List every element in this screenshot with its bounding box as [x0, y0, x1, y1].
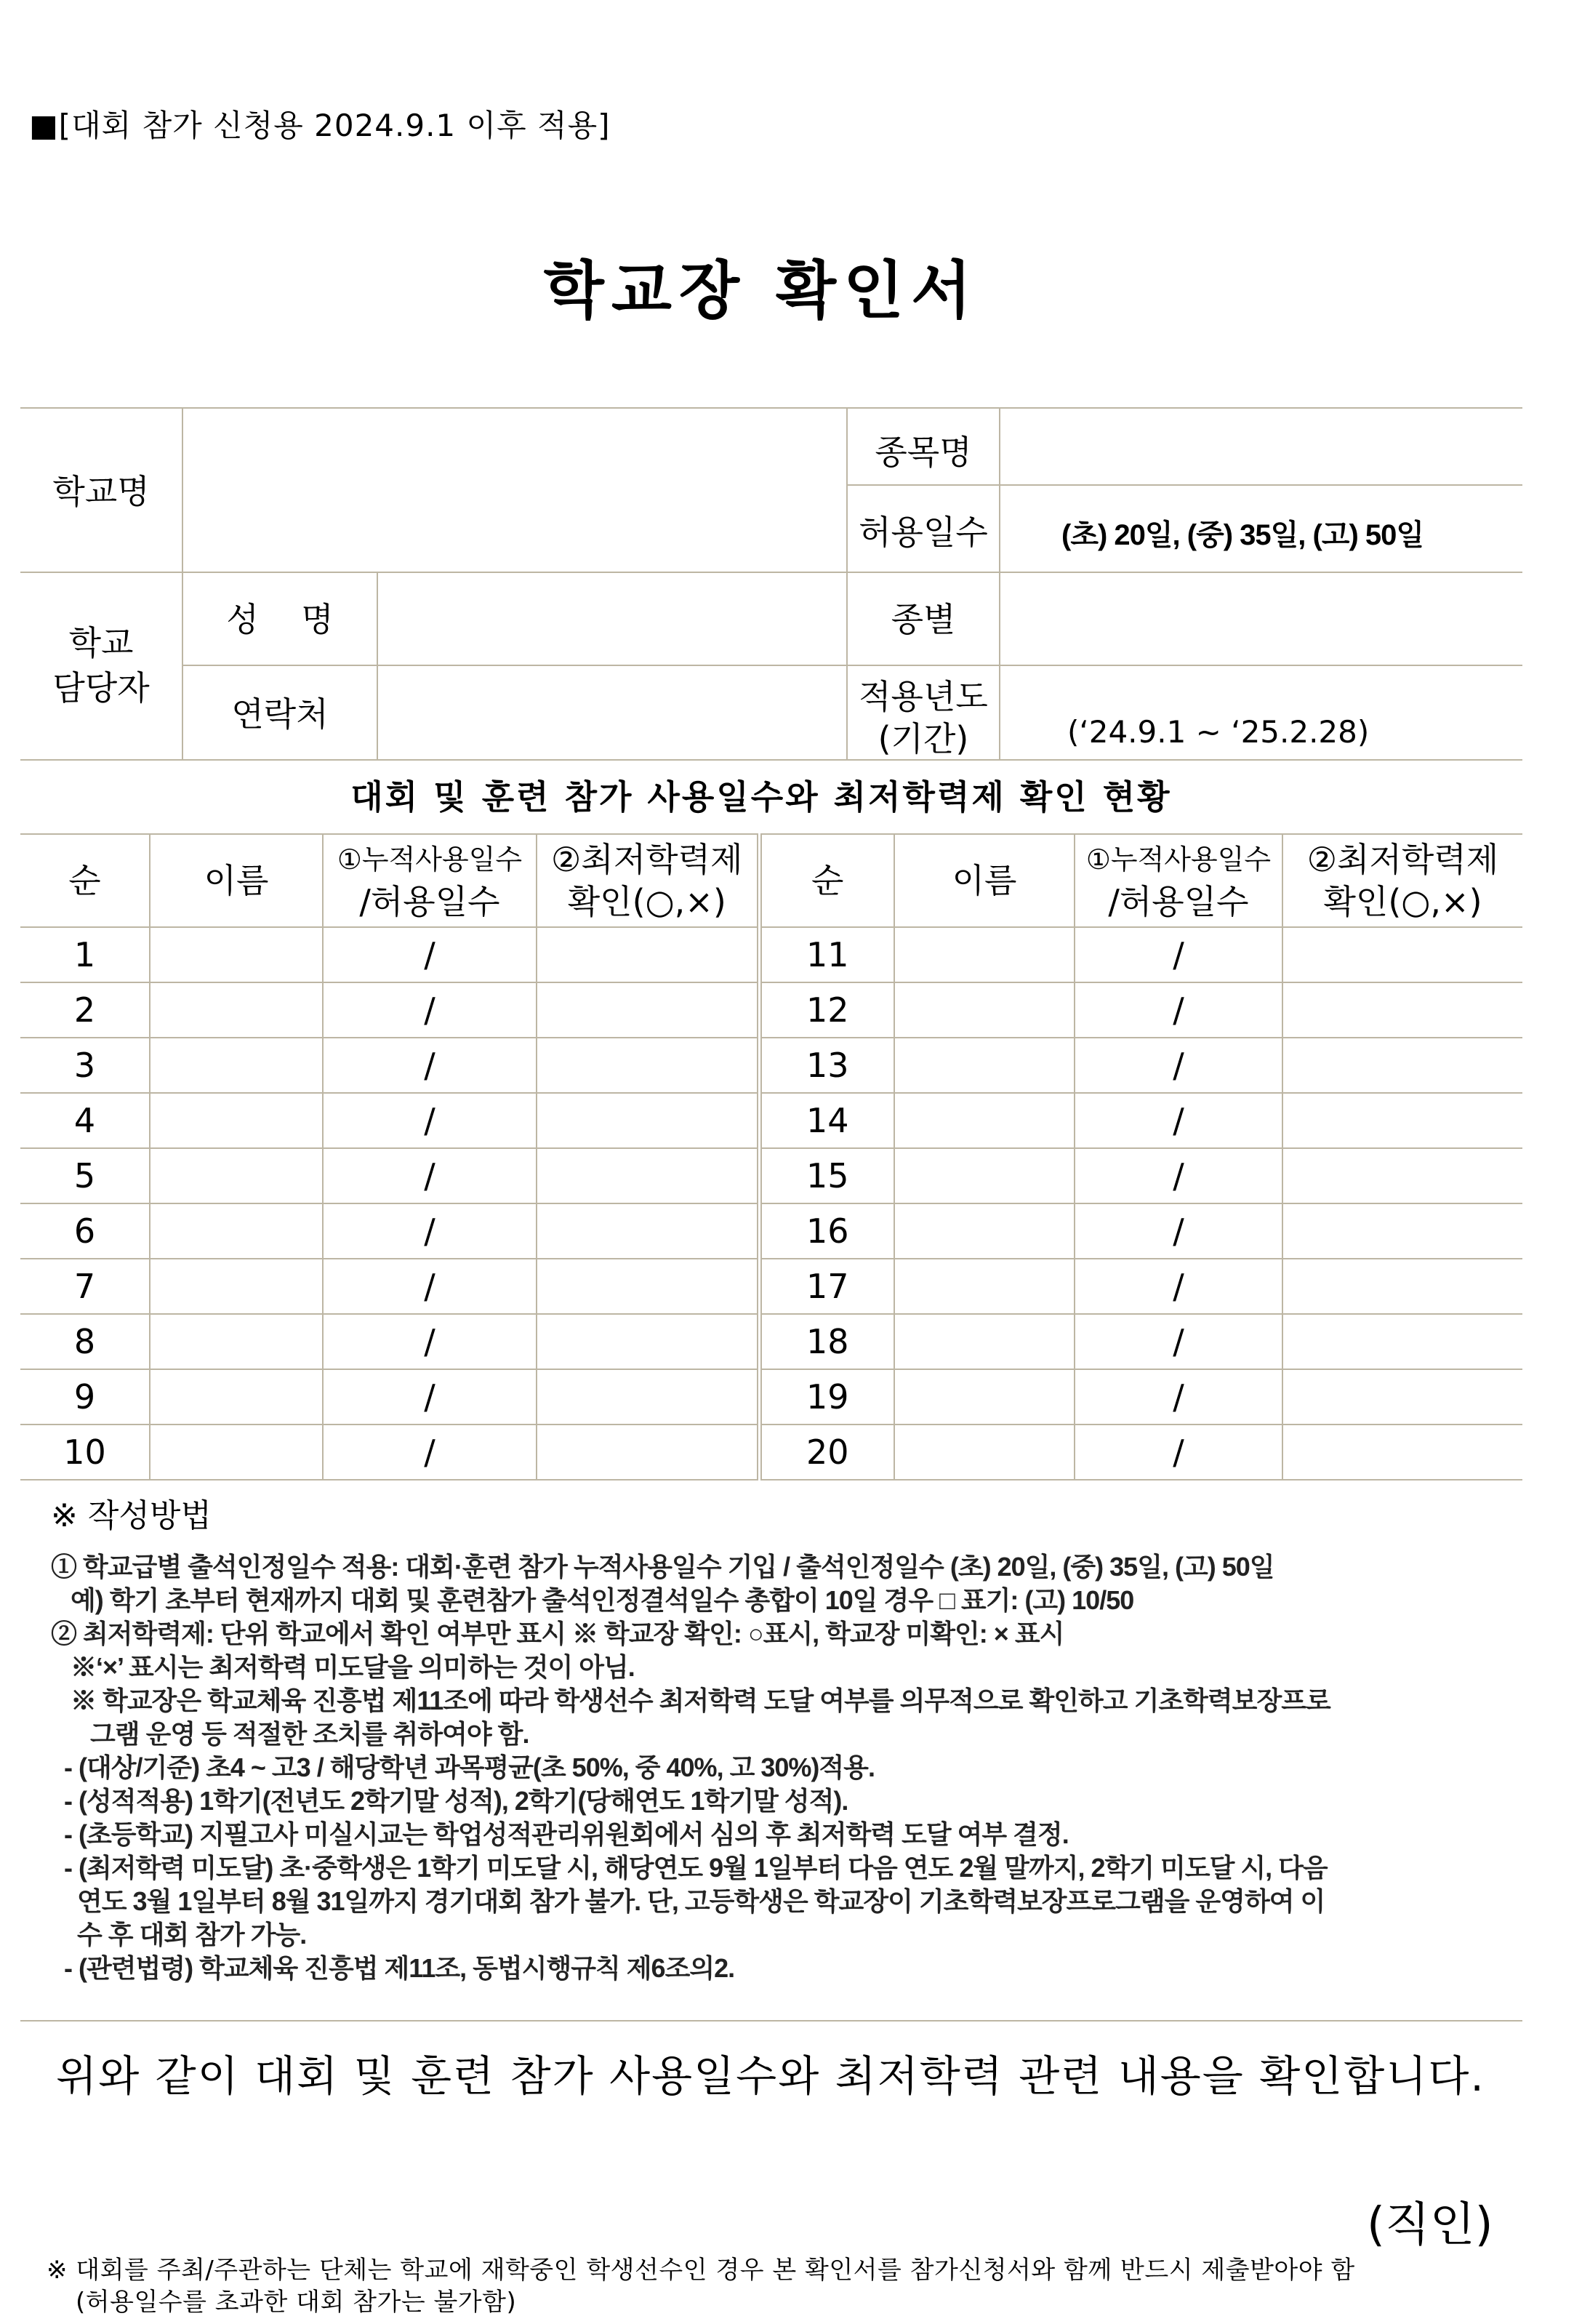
table-row — [20, 1425, 1522, 1480]
min-check-cell[interactable] — [1282, 1148, 1522, 1203]
header-days-line1: ①누적사용일수 — [337, 844, 523, 875]
school-name-field[interactable] — [183, 422, 845, 567]
days-cell[interactable]: / — [1075, 927, 1282, 982]
days-cell[interactable]: / — [323, 1148, 537, 1203]
participant-name-cell[interactable] — [894, 1093, 1075, 1148]
table-row — [20, 1093, 1522, 1148]
event-field[interactable] — [1000, 413, 1521, 483]
table-row — [20, 1314, 1522, 1369]
instructions — [51, 1489, 1527, 1985]
table-row — [20, 1369, 1522, 1425]
min-check-cell[interactable] — [1282, 927, 1522, 982]
instruction-line: ※ 학교장은 학교체육 진흥법 제11조에 따라 학생선수 최저학력 도달 여부를 의무적으로 확인하고 기초학력보장프로 — [51, 1686, 1330, 1715]
row-number: 12 — [759, 982, 894, 1038]
participant-name-cell[interactable] — [894, 927, 1075, 982]
divider — [846, 484, 1522, 486]
instructions-title: ※ 작성방법 — [51, 1497, 212, 1534]
header-min-line1: ②최저학력제 — [1306, 840, 1499, 879]
header-days-line2: /허용일수 — [359, 882, 500, 921]
row-number: 13 — [759, 1038, 894, 1093]
row-number: 16 — [759, 1203, 894, 1259]
participant-name-cell[interactable] — [894, 1038, 1075, 1093]
min-check-cell[interactable] — [537, 1093, 759, 1148]
header-min-line2: 확인(○,×) — [567, 882, 726, 921]
row-number: 20 — [759, 1425, 894, 1480]
info-table — [20, 407, 1522, 761]
table-row — [20, 1259, 1522, 1314]
header-days-line2: /허용일수 — [1108, 882, 1249, 921]
header-min — [537, 834, 759, 927]
row-number: 8 — [20, 1314, 150, 1369]
header-days-line1: ①누적사용일수 — [1085, 844, 1272, 875]
table-row — [20, 1038, 1522, 1093]
participant-name-cell[interactable] — [150, 1369, 323, 1425]
row-number: 10 — [20, 1425, 150, 1480]
header-min-line1: ②최저학력제 — [551, 840, 743, 879]
row-number: 9 — [20, 1369, 150, 1425]
days-cell[interactable]: / — [323, 982, 537, 1038]
days-cell[interactable]: / — [1075, 1038, 1282, 1093]
header-no: 순 — [20, 834, 150, 927]
min-check-cell[interactable] — [537, 1038, 759, 1093]
row-number: 7 — [20, 1259, 150, 1314]
days-cell[interactable]: / — [323, 1093, 537, 1148]
page-title: 학교장 확인서 — [543, 255, 979, 327]
table-row — [20, 927, 1522, 982]
table-row — [20, 982, 1522, 1038]
event-label: 종목명 — [875, 433, 972, 472]
min-check-cell[interactable] — [1282, 1038, 1522, 1093]
contact-person-label: 담당자 — [52, 668, 150, 708]
min-check-cell[interactable] — [1282, 1369, 1522, 1425]
instruction-line: 그램 운영 등 적절한 조치를 취하여야 함. — [51, 1719, 529, 1749]
name-label: 성 명 — [226, 600, 334, 639]
min-check-cell[interactable] — [1282, 1314, 1522, 1369]
instruction-line: ② 최저학력제: 단위 학교에서 확인 여부만 표시 ※ 학교장 확인: ○표시, 학교장 미확인: × 표시 — [51, 1619, 1064, 1648]
confirm-text: 위와 같이 대회 및 훈련 참가 사용일수와 최저학력 관련 내용을 확인합니다. — [56, 2051, 1485, 2101]
header-days — [323, 834, 537, 927]
row-number: 2 — [20, 982, 150, 1038]
school-name-label: 학교명 — [52, 472, 150, 511]
days-cell[interactable]: / — [323, 1203, 537, 1259]
phone-label: 연락처 — [231, 694, 329, 734]
contact-name-field[interactable] — [378, 579, 845, 659]
divider — [182, 665, 1522, 666]
min-check-cell[interactable] — [1282, 982, 1522, 1038]
row-number: 1 — [20, 927, 150, 982]
min-check-cell[interactable] — [537, 1203, 759, 1259]
days-cell[interactable]: / — [1075, 982, 1282, 1038]
participant-name-cell[interactable] — [894, 1148, 1075, 1203]
instruction-line: ※‘×’ 표시는 최저학력 미도달을 의미하는 것이 아님. — [51, 1652, 635, 1682]
participant-name-cell[interactable] — [150, 1259, 323, 1314]
participant-name-cell[interactable] — [894, 1314, 1075, 1369]
instruction-line: - (관련법령) 학교체육 진흥법 제11조, 동법시행규칙 제6조의2. — [51, 1953, 735, 1983]
instruction-line: ① 학교급별 출석인정일수 적용: 대회·훈련 참가 누적사용일수 기입 / 출석인정일수 (초) 20일, (중) 35일, (고) 50일 — [51, 1552, 1274, 1582]
participant-name-cell[interactable] — [150, 1314, 323, 1369]
header-note: ■[대회 참가 신청용 2024.9.1 이후 적용] — [29, 108, 611, 143]
row-number: 18 — [759, 1314, 894, 1369]
participant-name-cell[interactable] — [894, 1203, 1075, 1259]
participant-name-cell[interactable] — [150, 927, 323, 982]
row-number: 4 — [20, 1093, 150, 1148]
instruction-line: - (성적적용) 1학기(전년도 2학기말 성적), 2학기(당해연도 1학기말 성적). — [51, 1786, 848, 1816]
footer-line: ※ 대회를 주최/주관하는 단체는 학교에 재학중인 학생선수인 경우 본 확인서를 참가신청서와 함께 반드시 제출받아야 함 — [47, 2256, 1355, 2285]
participant-name-cell[interactable] — [150, 982, 323, 1038]
header-no: 순 — [759, 834, 894, 927]
days-cell[interactable]: / — [323, 1369, 537, 1425]
instruction-line: - (대상/기준) 초4 ~ 고3 / 해당학년 과목평균(초 50%, 중 40%, 고 30%)적용. — [51, 1752, 875, 1782]
table-row — [20, 1148, 1522, 1203]
days-cell[interactable]: / — [323, 1425, 537, 1480]
min-check-cell[interactable] — [537, 1425, 759, 1480]
min-check-cell[interactable] — [537, 1369, 759, 1425]
participant-name-cell[interactable] — [894, 1425, 1075, 1480]
category-label: 종별 — [891, 600, 956, 639]
days-cell[interactable]: / — [1075, 1314, 1282, 1369]
min-check-cell[interactable] — [537, 1259, 759, 1314]
divider — [20, 572, 1522, 573]
category-field[interactable] — [1000, 579, 1521, 659]
days-cell[interactable]: / — [1075, 1425, 1282, 1480]
days-cell[interactable]: / — [323, 1314, 537, 1369]
allowed-days-value: (초) 20일, (중) 35일, (고) 50일 — [1061, 519, 1424, 551]
apply-period-value: (‘24.9.1 ~ ‘25.2.28) — [1067, 714, 1370, 750]
days-cell[interactable]: / — [323, 927, 537, 982]
row-number: 5 — [20, 1148, 150, 1203]
instruction-line: - (초등학교) 지필고사 미실시교는 학업성적관리위원회에서 심의 후 최저학력 도달 여부 결정. — [51, 1819, 1069, 1849]
min-check-cell[interactable] — [1282, 1425, 1522, 1480]
header-min — [1282, 834, 1522, 927]
days-cell[interactable]: / — [323, 1259, 537, 1314]
days-cell[interactable]: / — [1075, 1093, 1282, 1148]
participants-table — [20, 833, 1522, 1480]
instructions-list — [51, 1550, 1527, 1985]
instruction-line: 예) 학기 초부터 현재까지 대회 및 훈련참가 출석인정결석일수 총합이 10일 경우 □ 표기: (고) 10/50 — [51, 1585, 1134, 1615]
min-check-cell[interactable] — [537, 927, 759, 982]
seal-label: (직인) — [1367, 2198, 1493, 2252]
days-cell[interactable]: / — [1075, 1148, 1282, 1203]
instruction-line: 수 후 대회 참가 가능. — [51, 1920, 307, 1950]
contact-person-label: 학교 — [68, 623, 134, 662]
min-check-cell[interactable] — [1282, 1203, 1522, 1259]
row-number: 15 — [759, 1148, 894, 1203]
days-cell[interactable]: / — [323, 1038, 537, 1093]
participant-name-cell[interactable] — [894, 1259, 1075, 1314]
header-min-line2: 확인(○,×) — [1323, 882, 1482, 921]
header-name: 이름 — [894, 834, 1075, 927]
participant-name-cell[interactable] — [150, 1148, 323, 1203]
participant-name-cell[interactable] — [894, 1369, 1075, 1425]
status-title: 대회 및 훈련 참가 사용일수와 최저학력제 확인 현황 — [350, 777, 1172, 817]
participant-name-cell[interactable] — [150, 1093, 323, 1148]
apply-year-label: 적용년도 — [859, 677, 988, 716]
footer-line: (허용일수를 초과한 대회 참가는 불가함) — [76, 2288, 517, 2317]
participant-name-cell[interactable] — [894, 982, 1075, 1038]
participant-name-cell[interactable] — [150, 1203, 323, 1259]
instruction-line: - (최저학력 미도달) 초·중학생은 1학기 미도달 시, 해당연도 9월 1일부터 다음 연도 2월 말까지, 2학기 미도달 시, 다음 — [51, 1853, 1328, 1883]
instruction-line: 연도 3월 1일부터 8월 31일까지 경기대회 참가 불가. 단, 고등학생은 학교장이 기초학력보장프로그램을 운영하여 이 — [51, 1886, 1325, 1916]
divider — [20, 2020, 1522, 2022]
table-row — [20, 1203, 1522, 1259]
row-number: 6 — [20, 1203, 150, 1259]
row-number: 14 — [759, 1093, 894, 1148]
min-check-cell[interactable] — [1282, 1259, 1522, 1314]
row-number: 11 — [759, 927, 894, 982]
allowed-days-label: 허용일수 — [859, 513, 988, 552]
days-cell[interactable]: / — [1075, 1203, 1282, 1259]
row-number: 17 — [759, 1259, 894, 1314]
phone-field[interactable] — [378, 672, 845, 752]
divider — [20, 407, 1522, 409]
min-check-cell[interactable] — [537, 1314, 759, 1369]
participant-name-cell[interactable] — [150, 1038, 323, 1093]
min-check-cell[interactable] — [537, 982, 759, 1038]
footer-note — [47, 2254, 1544, 2318]
days-cell[interactable]: / — [1075, 1369, 1282, 1425]
header-name: 이름 — [150, 834, 323, 927]
min-check-cell[interactable] — [537, 1148, 759, 1203]
apply-year-label: (기간) — [878, 719, 969, 758]
row-number: 19 — [759, 1369, 894, 1425]
min-check-cell[interactable] — [1282, 1093, 1522, 1148]
row-number: 3 — [20, 1038, 150, 1093]
header-days — [1075, 834, 1282, 927]
participant-name-cell[interactable] — [150, 1425, 323, 1480]
days-cell[interactable]: / — [1075, 1259, 1282, 1314]
divider — [20, 759, 1522, 761]
